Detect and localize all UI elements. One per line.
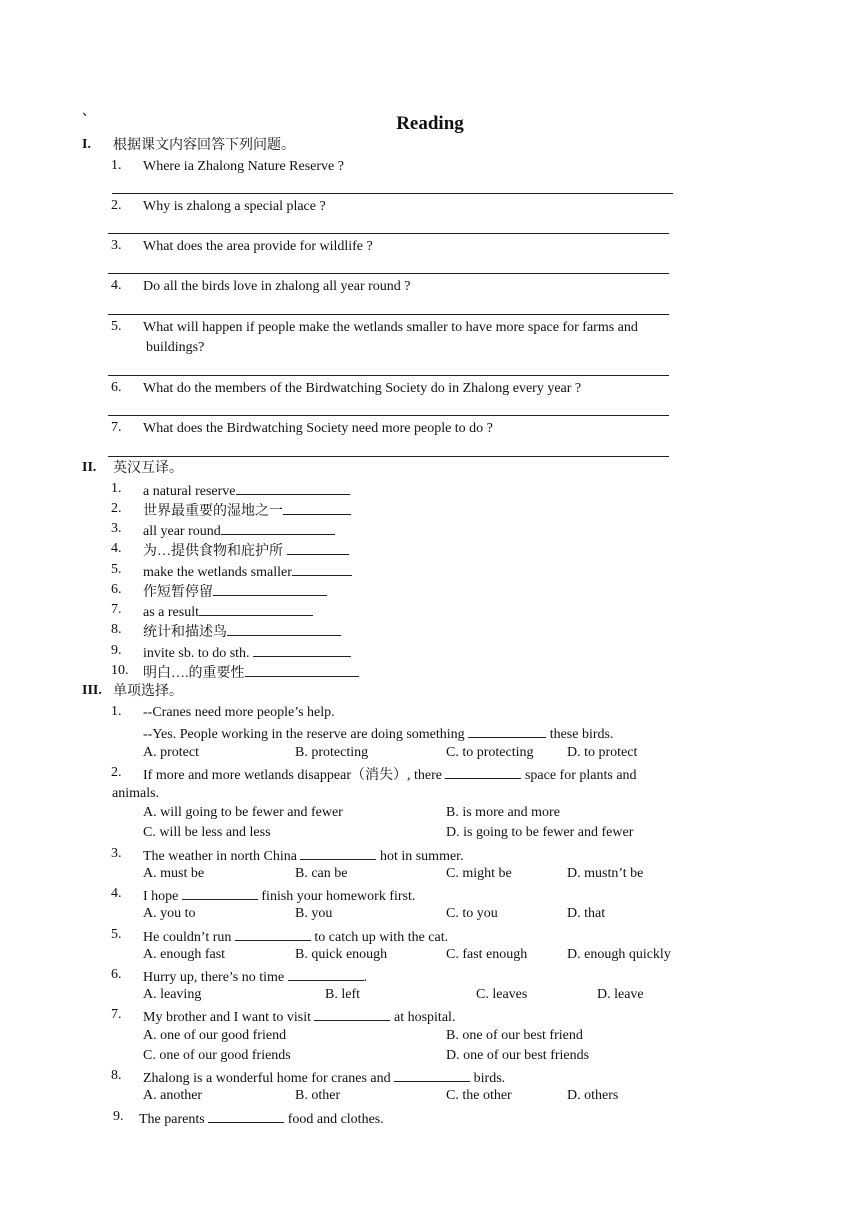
answer-line-4[interactable] bbox=[108, 314, 669, 315]
translation-item: all year round bbox=[143, 521, 335, 541]
fill-blank[interactable] bbox=[283, 501, 351, 515]
q5-text: What will happen if people make the wetlands smaller to have more space for farms and bbox=[143, 320, 638, 335]
translation-item: make the wetlands smaller bbox=[143, 562, 352, 582]
mc4-option-c[interactable]: C. to you bbox=[446, 906, 498, 921]
mc4-option-b[interactable]: B. you bbox=[295, 906, 333, 921]
item-7-number: 7. bbox=[111, 602, 122, 617]
section-3-number: III. bbox=[82, 683, 102, 698]
translation-item: 统计和描述鸟 bbox=[143, 622, 341, 642]
item-9-number: 9. bbox=[111, 643, 122, 658]
mc4-option-d[interactable]: D. that bbox=[567, 906, 606, 921]
fill-blank[interactable] bbox=[287, 541, 349, 555]
fill-blank[interactable] bbox=[288, 967, 364, 981]
mc6-option-d[interactable]: D. leave bbox=[597, 987, 644, 1002]
mc5-stem: He couldn’t run to catch up with the cat. bbox=[143, 927, 448, 947]
answer-line-6[interactable] bbox=[108, 415, 669, 416]
q3-text: What does the area provide for wildlife ? bbox=[143, 239, 373, 254]
mc2-option-b[interactable]: B. is more and more bbox=[446, 805, 560, 820]
mc7-option-a[interactable]: A. one of our good friend bbox=[143, 1028, 287, 1043]
translation-item: 作短暂停留 bbox=[143, 582, 327, 602]
mc7-number: 7. bbox=[111, 1007, 122, 1022]
mc7-stem: My brother and I want to visit at hospital. bbox=[143, 1007, 455, 1027]
mc4-number: 4. bbox=[111, 886, 122, 901]
mc1-option-b[interactable]: B. protecting bbox=[295, 745, 369, 760]
fill-blank[interactable] bbox=[227, 622, 341, 636]
q6-number: 6. bbox=[111, 380, 122, 395]
mc2-line2: animals. bbox=[112, 786, 160, 801]
translation-item: as a result bbox=[143, 602, 313, 622]
fill-blank[interactable] bbox=[314, 1007, 390, 1021]
fill-blank[interactable] bbox=[394, 1068, 470, 1082]
mc3-number: 3. bbox=[111, 846, 122, 861]
fill-blank[interactable] bbox=[253, 643, 351, 657]
translation-item: 为…提供食物和庇护所 bbox=[143, 541, 349, 561]
mc3-option-a[interactable]: A. must be bbox=[143, 866, 205, 881]
mc5-option-c[interactable]: C. fast enough bbox=[446, 947, 528, 962]
fill-blank[interactable] bbox=[235, 927, 311, 941]
mc2-option-d[interactable]: D. is going to be fewer and fewer bbox=[446, 825, 634, 840]
translation-item: 世界最重要的湿地之一 bbox=[143, 501, 351, 521]
q2-text: Why is zhalong a special place ? bbox=[143, 199, 326, 214]
item-1-number: 1. bbox=[111, 481, 122, 496]
fill-blank[interactable] bbox=[245, 663, 359, 677]
item-2-number: 2. bbox=[111, 501, 122, 516]
q2-number: 2. bbox=[111, 198, 122, 213]
mc8-stem: Zhalong is a wonderful home for cranes and birds. bbox=[143, 1068, 505, 1088]
section-2-heading: 英汉互译。 bbox=[113, 461, 183, 476]
mc5-number: 5. bbox=[111, 927, 122, 942]
translation-item: a natural reserve bbox=[143, 481, 350, 501]
mc5-option-a[interactable]: A. enough fast bbox=[143, 947, 226, 962]
mc2-line1: If more and more wetlands disappear（消失）, there space for plants and bbox=[143, 765, 637, 785]
item-3-number: 3. bbox=[111, 521, 122, 536]
mc9-stem: The parents food and clothes. bbox=[139, 1109, 384, 1129]
mc8-number: 8. bbox=[111, 1068, 122, 1083]
mc3-option-b[interactable]: B. can be bbox=[295, 866, 348, 881]
mc2-option-c[interactable]: C. will be less and less bbox=[143, 825, 271, 840]
answer-line-7[interactable] bbox=[108, 456, 669, 457]
stray-mark: 、 bbox=[82, 104, 96, 119]
q4-text: Do all the birds love in zhalong all year round ? bbox=[143, 279, 411, 294]
fill-blank[interactable] bbox=[213, 582, 327, 596]
fill-blank[interactable] bbox=[445, 765, 521, 779]
q7-number: 7. bbox=[111, 420, 122, 435]
fill-blank[interactable] bbox=[292, 562, 352, 576]
mc2-option-a[interactable]: A. will going to be fewer and fewer bbox=[143, 805, 343, 820]
section-3-heading: 单项选择。 bbox=[113, 684, 183, 699]
mc6-number: 6. bbox=[111, 967, 122, 982]
q1-text: Where ia Zhalong Nature Reserve ? bbox=[143, 159, 344, 174]
q5-number: 5. bbox=[111, 319, 122, 334]
mc8-option-a[interactable]: A. another bbox=[143, 1088, 203, 1103]
fill-blank[interactable] bbox=[182, 886, 258, 900]
q3-number: 3. bbox=[111, 238, 122, 253]
answer-line-3[interactable] bbox=[108, 273, 669, 274]
translation-item: 明白….的重要性 bbox=[143, 663, 359, 683]
mc1-line1: --Cranes need more people’s help. bbox=[143, 705, 335, 720]
mc7-option-b[interactable]: B. one of our best friend bbox=[446, 1028, 583, 1043]
q5-text-continued: buildings? bbox=[146, 340, 205, 355]
fill-blank[interactable] bbox=[208, 1109, 284, 1123]
answer-line-5[interactable] bbox=[108, 375, 669, 376]
fill-blank[interactable] bbox=[300, 846, 376, 860]
mc8-option-c[interactable]: C. the other bbox=[446, 1088, 512, 1103]
mc6-stem: Hurry up, there’s no time . bbox=[143, 967, 367, 987]
section-1-number: I. bbox=[82, 137, 91, 152]
item-6-number: 6. bbox=[111, 582, 122, 597]
mc3-option-c[interactable]: C. might be bbox=[446, 866, 512, 881]
item-4-number: 4. bbox=[111, 541, 122, 556]
fill-blank[interactable] bbox=[468, 724, 546, 738]
q4-number: 4. bbox=[111, 278, 122, 293]
item-10-number: 10. bbox=[111, 663, 129, 678]
fill-blank[interactable] bbox=[236, 481, 350, 495]
mc9-number: 9. bbox=[113, 1109, 124, 1124]
mc6-option-c[interactable]: C. leaves bbox=[476, 987, 528, 1002]
item-8-number: 8. bbox=[111, 622, 122, 637]
mc1-number: 1. bbox=[111, 704, 122, 719]
q1-number: 1. bbox=[111, 158, 122, 173]
q7-text: What does the Birdwatching Society need more people to do ? bbox=[143, 421, 493, 436]
fill-blank[interactable] bbox=[221, 521, 335, 535]
mc3-option-d[interactable]: D. mustn’t be bbox=[567, 866, 644, 881]
section-1-heading: 根据课文内容回答下列问题。 bbox=[113, 138, 295, 153]
mc4-option-a[interactable]: A. you to bbox=[143, 906, 196, 921]
mc2-number: 2. bbox=[111, 765, 122, 780]
section-2-number: II. bbox=[82, 460, 97, 475]
answer-line-1[interactable] bbox=[112, 193, 673, 194]
item-5-number: 5. bbox=[111, 562, 122, 577]
mc6-option-b[interactable]: B. left bbox=[325, 987, 360, 1002]
mc7-option-d[interactable]: D. one of our best friends bbox=[446, 1048, 590, 1063]
q6-text: What do the members of the Birdwatching Society do in Zhalong every year ? bbox=[143, 381, 582, 396]
page-title: Reading bbox=[396, 113, 464, 134]
mc4-stem: I hope finish your homework first. bbox=[143, 886, 415, 906]
answer-line-2[interactable] bbox=[108, 233, 669, 234]
mc5-option-b[interactable]: B. quick enough bbox=[295, 947, 388, 962]
fill-blank[interactable] bbox=[199, 602, 313, 616]
mc8-option-b[interactable]: B. other bbox=[295, 1088, 341, 1103]
mc5-option-d[interactable]: D. enough quickly bbox=[567, 947, 671, 962]
mc8-option-d[interactable]: D. others bbox=[567, 1088, 619, 1103]
mc1-line2: --Yes. People working in the reserve are doing something these birds. bbox=[143, 724, 613, 744]
translation-item: invite sb. to do sth. bbox=[143, 643, 351, 663]
mc7-option-c[interactable]: C. one of our good friends bbox=[143, 1048, 291, 1063]
mc6-option-a[interactable]: A. leaving bbox=[143, 987, 202, 1002]
mc3-stem: The weather in north China hot in summer. bbox=[143, 846, 464, 866]
mc1-option-a[interactable]: A. protect bbox=[143, 745, 199, 760]
mc1-option-c[interactable]: C. to protecting bbox=[446, 745, 534, 760]
mc1-option-d[interactable]: D. to protect bbox=[567, 745, 638, 760]
